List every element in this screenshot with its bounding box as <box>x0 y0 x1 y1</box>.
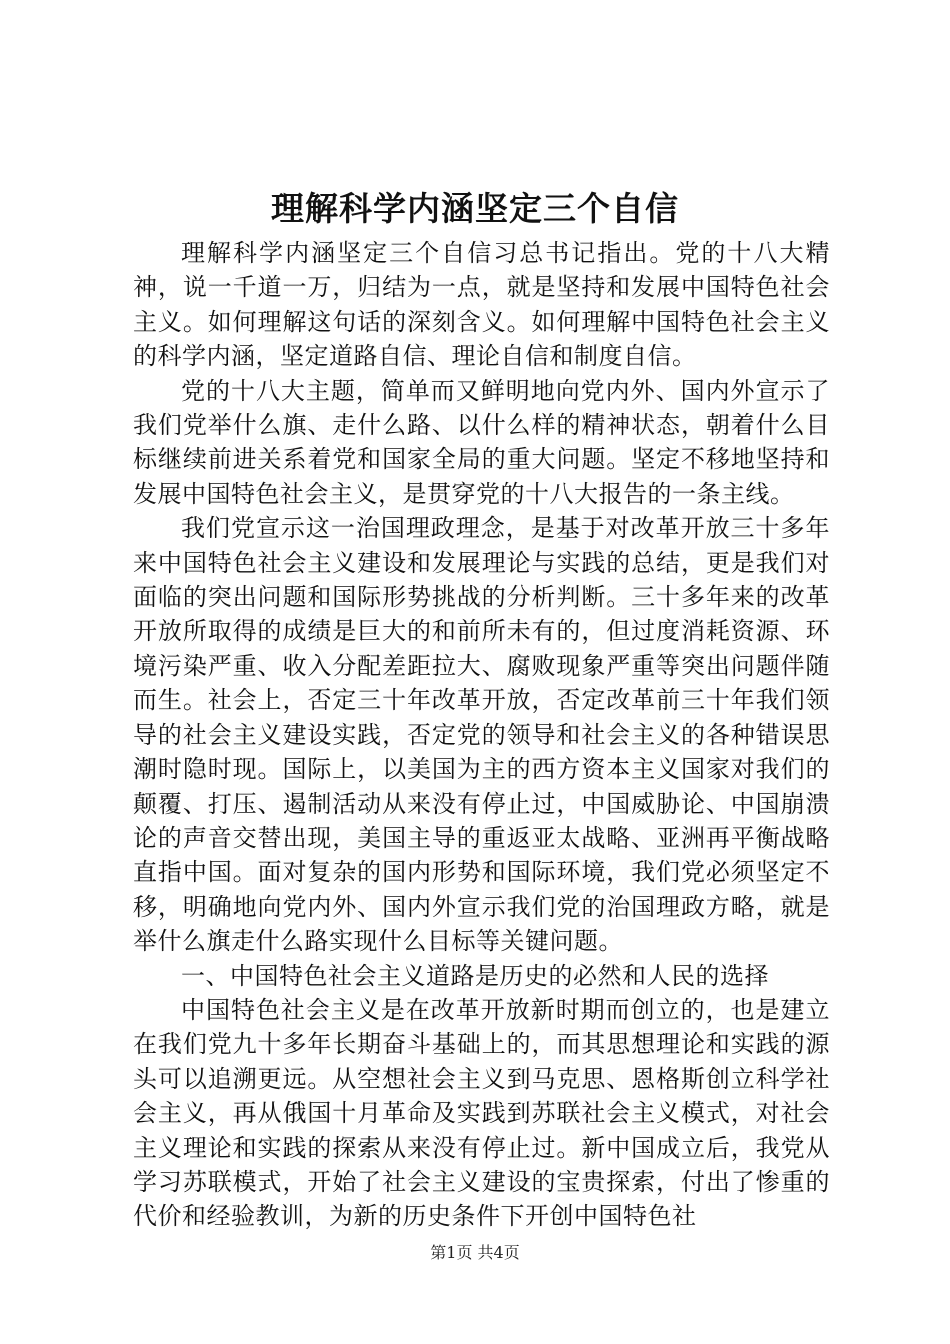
document-title: 理解科学内涵坚定三个自信 <box>271 189 679 228</box>
paragraph-theme: 党的十八大主题，简单而又鲜明地向党内外、国内外宣示了我们党举什么旗、走什么路、以什么样的精神状态，朝着什么目标继续前进关系着党和国家全局的重大问题。坚定不移地坚持和发展中国特色社会主义，是贯穿党的十八大报告的一条主线。 <box>133 376 830 508</box>
page-number-footer: 第1页 共4页 <box>430 1243 520 1262</box>
paragraph-section-one: 中国特色社会主义是在改革开放新时期而创立的，也是建立在我们党九十多年长期奋斗基础上的，而其思想理论和实践的源头可以追溯更远。从空想社会主义到马克思、恩格斯创立科学社会主义，再从俄国十月革命及实践到苏联社会主义模式，对社会主义理论和实践的探索从来没有停止过。新中国成立后，我党从学习苏联模式，开始了社会主义建设的宝贵探索，付出了惨重的代价和经验教训，为新的历史条件下开创中国特色社 <box>133 995 830 1231</box>
paragraph-background: 我们党宣示这一治国理政理念，是基于对改革开放三十多年来中国特色社会主义建设和发展理论与实践的总结，更是我们对面临的突出问题和国际形势挑战的分析判断。三十多年来的改革开放所取得的成绩是巨大的和前所未有的，但过度消耗资源、环境污染严重、收入分配差距拉大、腐败现象严重等突出问题伴随而生。社会上，否定三十年改革开放，否定改革前三十年我们领导的社会主义建设实践，否定党的领导和社会主义的各种错误思潮时隐时现。国际上，以美国为主的西方资本主义国家对我们的颠覆、打压、遏制活动从来没有停止过，中国威胁论、中国崩溃论的声音交替出现，美国主导的重返亚太战略、亚洲再平衡战略直指中国。面对复杂的国内形势和国际环境，我们党必须坚定不移，明确地向党内外、国内外宣示我们党的治国理政方略，就是举什么旗走什么路实现什么目标等关键问题。 <box>133 514 830 956</box>
section-heading: 一、中国特色社会主义道路是历史的必然和人民的选择 <box>181 961 769 990</box>
document-body <box>133 236 830 1234</box>
paragraph-intro: 理解科学内涵坚定三个自信习总书记指出。党的十八大精神，说一千道一万，归结为一点，就是坚持和发展中国特色社会主义。如何理解这句话的深刻含义。如何理解中国特色社会主义的科学内涵，坚定道路自信、理论自信和制度自信。 <box>133 239 830 371</box>
